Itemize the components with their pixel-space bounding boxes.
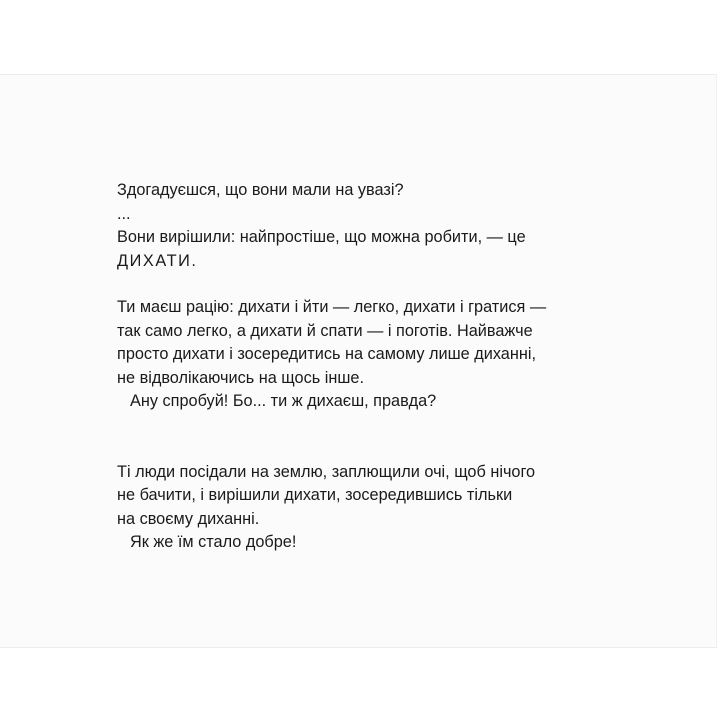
text-line: просто дихати і зосередитись на самому лише диханні, [117, 345, 536, 363]
text-line-emphasis: ДИХАТИ. [117, 251, 198, 270]
text-line: Як же їм стало добре! [130, 533, 297, 551]
text-line: на своєму диханні. [117, 509, 260, 528]
text-line: Вони вирішили: найпростіше, що можна робити, — це [117, 228, 526, 246]
text-line: Ану спробуй! Бо... ти ж дихаєш, правда? [130, 392, 437, 410]
text-line: Ти маєш рацію: дихати і йти — легко, дихати і гратися — [117, 298, 547, 316]
text-line: Ті люди посідали на землю, заплющили очі, щоб нічого [117, 462, 536, 481]
paragraph-gap [117, 414, 637, 461]
page-text [117, 179, 637, 555]
text-line: Здогадуєшся, що вони мали на увазі? [117, 181, 404, 199]
paragraph-gap [117, 273, 637, 296]
text-line: ... [117, 204, 131, 223]
text-line: не відволікаючись на щось інше. [117, 368, 364, 387]
text-line: не бачити, і вирішили дихати, зосередившись тільки [117, 486, 513, 504]
text-line: так само легко, а дихати й спати — і поготів. Найважче [117, 321, 533, 340]
